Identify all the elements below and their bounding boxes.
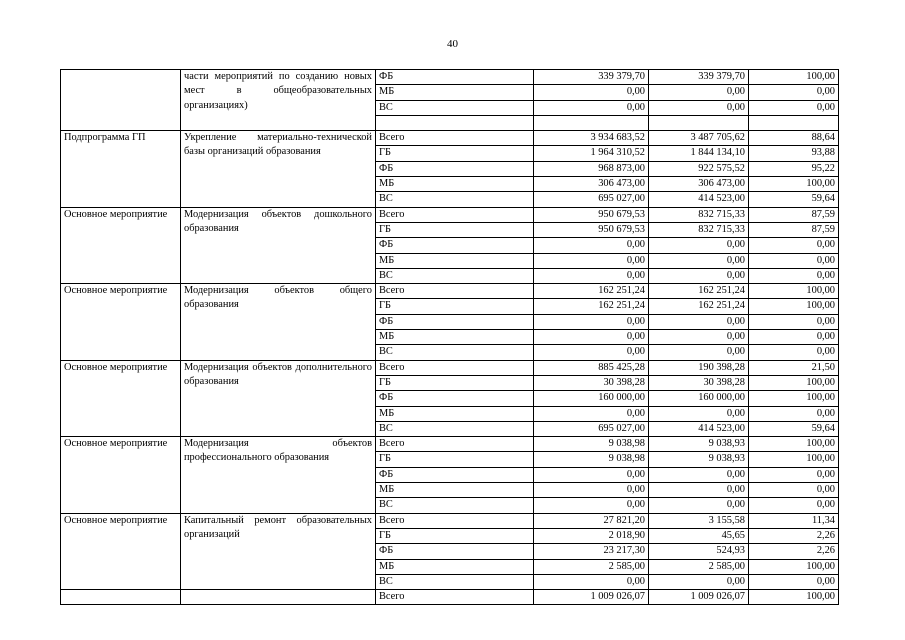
actual-cell: 9 038,93 — [649, 452, 749, 467]
table-row — [61, 284, 839, 299]
source-cell: ВС — [376, 268, 534, 283]
source-cell: МБ — [376, 483, 534, 498]
percent-cell: 0,00 — [749, 100, 839, 115]
plan-cell: 2 018,90 — [534, 528, 649, 543]
plan-cell: 160 000,00 — [534, 391, 649, 406]
actual-cell: 162 251,24 — [649, 284, 749, 299]
status-cell: Подпрограмма ГП — [61, 131, 181, 207]
plan-cell: 0,00 — [534, 483, 649, 498]
percent-cell: 87,59 — [749, 222, 839, 237]
plan-cell: 3 934 683,52 — [534, 131, 649, 146]
actual-cell: 1 844 134,10 — [649, 146, 749, 161]
source-cell: ФБ — [376, 467, 534, 482]
actual-cell: 832 715,33 — [649, 222, 749, 237]
actual-cell: 2 585,00 — [649, 559, 749, 574]
status-cell — [61, 590, 181, 605]
status-cell: Основное мероприятие — [61, 207, 181, 283]
table-row — [61, 207, 839, 222]
source-cell: ВС — [376, 100, 534, 115]
plan-cell: 9 038,98 — [534, 437, 649, 452]
source-cell: Всего — [376, 284, 534, 299]
percent-cell: 100,00 — [749, 452, 839, 467]
percent-cell: 0,00 — [749, 268, 839, 283]
actual-cell: 190 398,28 — [649, 360, 749, 375]
plan-cell: 0,00 — [534, 345, 649, 360]
plan-cell: 30 398,28 — [534, 375, 649, 390]
plan-cell: 0,00 — [534, 330, 649, 345]
actual-cell: 0,00 — [649, 238, 749, 253]
source-cell: ГБ — [376, 375, 534, 390]
percent-cell: 2,26 — [749, 544, 839, 559]
source-cell: МБ — [376, 406, 534, 421]
source-cell: МБ — [376, 85, 534, 100]
measure-name-cell: Модернизация объектов дошкольного образования — [181, 207, 376, 283]
percent-cell: 100,00 — [749, 284, 839, 299]
actual-cell: 3 487 705,62 — [649, 131, 749, 146]
source-cell: ФБ — [376, 391, 534, 406]
plan-cell: 0,00 — [534, 467, 649, 482]
plan-cell: 695 027,00 — [534, 421, 649, 436]
source-cell: Всего — [376, 590, 534, 605]
source-cell: Всего — [376, 513, 534, 528]
source-cell: ФБ — [376, 161, 534, 176]
actual-cell: 162 251,24 — [649, 299, 749, 314]
percent-cell: 0,00 — [749, 85, 839, 100]
percent-cell: 59,64 — [749, 421, 839, 436]
actual-cell: 306 473,00 — [649, 177, 749, 192]
source-cell: ГБ — [376, 528, 534, 543]
plan-cell: 0,00 — [534, 314, 649, 329]
table-row — [61, 70, 839, 85]
source-cell: ГБ — [376, 146, 534, 161]
measure-name-cell: Модернизация объектов профессионального образования — [181, 437, 376, 513]
percent-cell: 0,00 — [749, 574, 839, 589]
page-number: 40 — [447, 38, 458, 50]
percent-cell: 0,00 — [749, 406, 839, 421]
plan-cell: 0,00 — [534, 253, 649, 268]
plan-cell: 950 679,53 — [534, 207, 649, 222]
plan-cell — [534, 115, 649, 130]
actual-cell: 3 155,58 — [649, 513, 749, 528]
actual-cell: 9 038,93 — [649, 437, 749, 452]
percent-cell: 0,00 — [749, 467, 839, 482]
actual-cell — [649, 115, 749, 130]
actual-cell: 414 523,00 — [649, 192, 749, 207]
actual-cell: 339 379,70 — [649, 70, 749, 85]
percent-cell: 2,26 — [749, 528, 839, 543]
budget-table — [60, 69, 839, 605]
percent-cell: 0,00 — [749, 483, 839, 498]
actual-cell: 1 009 026,07 — [649, 590, 749, 605]
percent-cell: 0,00 — [749, 314, 839, 329]
percent-cell: 100,00 — [749, 375, 839, 390]
measure-name-cell — [181, 590, 376, 605]
source-cell: ГБ — [376, 299, 534, 314]
percent-cell: 100,00 — [749, 590, 839, 605]
table-row — [61, 437, 839, 452]
percent-cell: 0,00 — [749, 498, 839, 513]
percent-cell — [749, 115, 839, 130]
actual-cell: 0,00 — [649, 574, 749, 589]
actual-cell: 160 000,00 — [649, 391, 749, 406]
plan-cell: 695 027,00 — [534, 192, 649, 207]
actual-cell: 0,00 — [649, 483, 749, 498]
plan-cell: 0,00 — [534, 498, 649, 513]
table-row — [61, 131, 839, 146]
percent-cell: 0,00 — [749, 330, 839, 345]
plan-cell: 27 821,20 — [534, 513, 649, 528]
measure-name-cell: Модернизация объектов общего образования — [181, 284, 376, 360]
plan-cell: 968 873,00 — [534, 161, 649, 176]
source-cell: ВС — [376, 421, 534, 436]
source-cell: ГБ — [376, 452, 534, 467]
plan-cell: 0,00 — [534, 85, 649, 100]
percent-cell: 0,00 — [749, 345, 839, 360]
actual-cell: 0,00 — [649, 253, 749, 268]
actual-cell: 0,00 — [649, 314, 749, 329]
source-cell: МБ — [376, 177, 534, 192]
budget-table-body — [61, 70, 839, 605]
source-cell: ФБ — [376, 238, 534, 253]
actual-cell: 0,00 — [649, 100, 749, 115]
actual-cell: 832 715,33 — [649, 207, 749, 222]
percent-cell: 100,00 — [749, 437, 839, 452]
source-cell — [376, 115, 534, 130]
percent-cell: 0,00 — [749, 238, 839, 253]
plan-cell: 9 038,98 — [534, 452, 649, 467]
percent-cell: 100,00 — [749, 177, 839, 192]
source-cell: Всего — [376, 207, 534, 222]
plan-cell: 0,00 — [534, 406, 649, 421]
actual-cell: 414 523,00 — [649, 421, 749, 436]
plan-cell: 1 009 026,07 — [534, 590, 649, 605]
table-row — [61, 513, 839, 528]
plan-cell: 0,00 — [534, 574, 649, 589]
measure-name-cell: Капитальный ремонт образовательных организаций — [181, 513, 376, 589]
percent-cell: 93,88 — [749, 146, 839, 161]
actual-cell: 45,65 — [649, 528, 749, 543]
plan-cell: 885 425,28 — [534, 360, 649, 375]
source-cell: Всего — [376, 360, 534, 375]
percent-cell: 100,00 — [749, 299, 839, 314]
actual-cell: 524,93 — [649, 544, 749, 559]
plan-cell: 950 679,53 — [534, 222, 649, 237]
plan-cell: 2 585,00 — [534, 559, 649, 574]
plan-cell: 0,00 — [534, 100, 649, 115]
percent-cell: 11,34 — [749, 513, 839, 528]
source-cell: ВС — [376, 345, 534, 360]
source-cell: Всего — [376, 437, 534, 452]
percent-cell: 100,00 — [749, 70, 839, 85]
actual-cell: 0,00 — [649, 85, 749, 100]
status-cell: Основное мероприятие — [61, 360, 181, 436]
source-cell: Всего — [376, 131, 534, 146]
percent-cell: 59,64 — [749, 192, 839, 207]
percent-cell: 0,00 — [749, 253, 839, 268]
status-cell: Основное мероприятие — [61, 437, 181, 513]
percent-cell: 100,00 — [749, 391, 839, 406]
plan-cell: 0,00 — [534, 238, 649, 253]
actual-cell: 0,00 — [649, 467, 749, 482]
percent-cell: 88,64 — [749, 131, 839, 146]
source-cell: ФБ — [376, 314, 534, 329]
measure-name-cell: Модернизация объектов дополнительного образования — [181, 360, 376, 436]
source-cell: ФБ — [376, 544, 534, 559]
table-row — [61, 360, 839, 375]
plan-cell: 306 473,00 — [534, 177, 649, 192]
percent-cell: 87,59 — [749, 207, 839, 222]
status-cell: Основное мероприятие — [61, 513, 181, 589]
source-cell: МБ — [376, 330, 534, 345]
actual-cell: 30 398,28 — [649, 375, 749, 390]
plan-cell: 1 964 310,52 — [534, 146, 649, 161]
status-cell — [61, 70, 181, 131]
measure-name-cell: части мероприятий по созданию новых мест в общеобразовательных организациях) — [181, 70, 376, 131]
percent-cell: 100,00 — [749, 559, 839, 574]
source-cell: МБ — [376, 253, 534, 268]
actual-cell: 0,00 — [649, 330, 749, 345]
plan-cell: 0,00 — [534, 268, 649, 283]
measure-name-cell: Укрепление материально-технической базы организаций образования — [181, 131, 376, 207]
source-cell: ВС — [376, 192, 534, 207]
plan-cell: 339 379,70 — [534, 70, 649, 85]
source-cell: ВС — [376, 498, 534, 513]
actual-cell: 0,00 — [649, 268, 749, 283]
source-cell: ФБ — [376, 70, 534, 85]
source-cell: МБ — [376, 559, 534, 574]
source-cell: ВС — [376, 574, 534, 589]
plan-cell: 162 251,24 — [534, 299, 649, 314]
status-cell: Основное мероприятие — [61, 284, 181, 360]
actual-cell: 0,00 — [649, 406, 749, 421]
source-cell: ГБ — [376, 222, 534, 237]
table-row — [61, 590, 839, 605]
actual-cell: 0,00 — [649, 498, 749, 513]
actual-cell: 922 575,52 — [649, 161, 749, 176]
percent-cell: 21,50 — [749, 360, 839, 375]
actual-cell: 0,00 — [649, 345, 749, 360]
plan-cell: 162 251,24 — [534, 284, 649, 299]
percent-cell: 95,22 — [749, 161, 839, 176]
plan-cell: 23 217,30 — [534, 544, 649, 559]
